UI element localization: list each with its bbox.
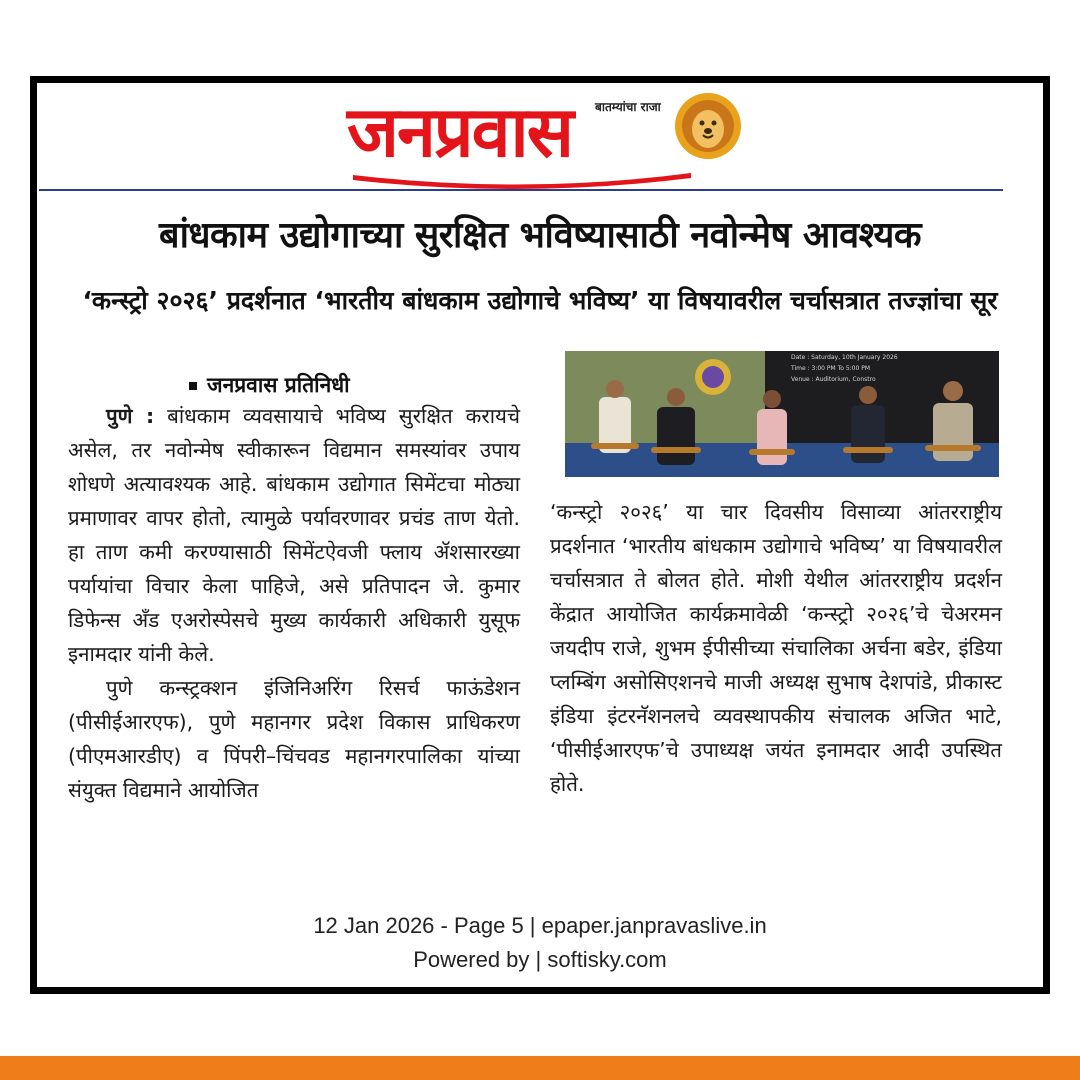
event-photo <box>565 351 999 477</box>
sign-date: Date : Saturday, 10th January 2026 <box>791 354 898 361</box>
article-column-left <box>68 399 520 807</box>
panel-discussion-photo <box>565 351 999 477</box>
masthead <box>37 83 1043 195</box>
logo-swoosh <box>353 169 693 191</box>
article-paragraph <box>68 671 520 807</box>
bullet-square-icon <box>189 382 197 390</box>
article-subheadline: ‘कन्स्ट्रो २०२६’ प्रदर्शनात ‘भारतीय बांधकाम उद्योगाचे भविष्य’ या विषयावरील चर्चासत्रात तज्ज्ञांचा सूर <box>82 286 998 315</box>
footer-powered-by: Powered by | softisky.com <box>413 947 667 972</box>
sign-time: Time : 3:00 PM To 5:00 PM <box>791 365 871 372</box>
article-headline: बांधकाम उद्योगाच्या सुरक्षित भविष्यासाठी नवोन्मेष आवश्यक <box>159 215 921 256</box>
epaper-clipping-frame <box>30 76 1050 994</box>
byline-text: जनप्रवास प्रतिनिधी <box>207 373 350 397</box>
newspaper-logo: जनप्रवास <box>347 91 572 173</box>
masthead-tagline: बातम्यांचा राजा <box>595 100 661 114</box>
article-column-right <box>550 495 1002 801</box>
lion-icon <box>673 89 743 163</box>
footer-date-page-url: 12 Jan 2026 - Page 5 | epaper.janpravaslive.in <box>313 913 767 938</box>
article-byline <box>189 371 350 399</box>
sign-venue: Venue : Auditorium, Constro <box>791 376 876 383</box>
paragraph-text: पुणे कन्स्ट्रक्शन इंजिनिअरिंग रिसर्च फाऊंडेशन (पीसीईआरएफ), पुणे महानगर प्रदेश विकास प्राधिकरण (पीएमआरडीए) व पिंपरी–चिंचवड महानगरपालिका यांच्या संयुक्त विद्यमाने आयोजित <box>68 676 520 802</box>
masthead-rule <box>39 189 1003 191</box>
article-paragraph <box>550 495 1002 801</box>
paragraph-text: बांधकाम व्यवसायाचे भविष्य सुरक्षित करायचे असेल, तर नवोन्मेष स्वीकारून विद्यमान समस्यांवर उपाय शोधणे अत्यावश्यक आहे. बांधकाम उद्योगात सिमेंटचा मोठ्या प्रमाणावर वापर होतो, त्यामुळे पर्यावरणावर प्रचंड ताण येतो. हा ताण कमी करण्यासाठी सिमेंटऐवजी फ्लाय ॲशसारख्या पर्यायांचा विचार केला पाहिजे, असे प्रतिपादन जे. कुमार डिफेन्स अँड एअरोस्पेसचे मुख्य कार्यकारी अधिकारी युसूफ इनामदार यांनी केले. <box>68 404 520 666</box>
paragraph-text: ‘कन्स्ट्रो २०२६’ या चार दिवसीय विसाव्या आंतरराष्ट्रीय प्रदर्शनात ‘भारतीय बांधकाम उद्योगाचे भविष्य’ या विषयावरील चर्चासत्रात ते बोलत होते. मोशी येथील आंतरराष्ट्रीय प्रदर्शन केंद्रात आयोजित कार्यक्रमावेळी ‘कन्स्ट्रो २०२६’चे चेअरमन जयदीप राजे, शुभम ईपीसीच्या संचालिका अर्चना बडेर, इंडिया प्लम्बिंग असोसिएशनचे माजी अध्यक्ष सुभाष देशपांडे, प्रीकास्ट इंडिया इंटरनॅशनलचे व्यवस्थापकीय संचालक अजित भाटे, ‘पीसीईआरएफ’चे उपाध्यक्ष जयंत इनामदार आदी उपस्थित होते. <box>550 500 1002 796</box>
dateline-city: पुणे : <box>106 404 155 428</box>
bottom-accent-bar <box>0 1056 1080 1080</box>
article-paragraph <box>68 399 520 671</box>
